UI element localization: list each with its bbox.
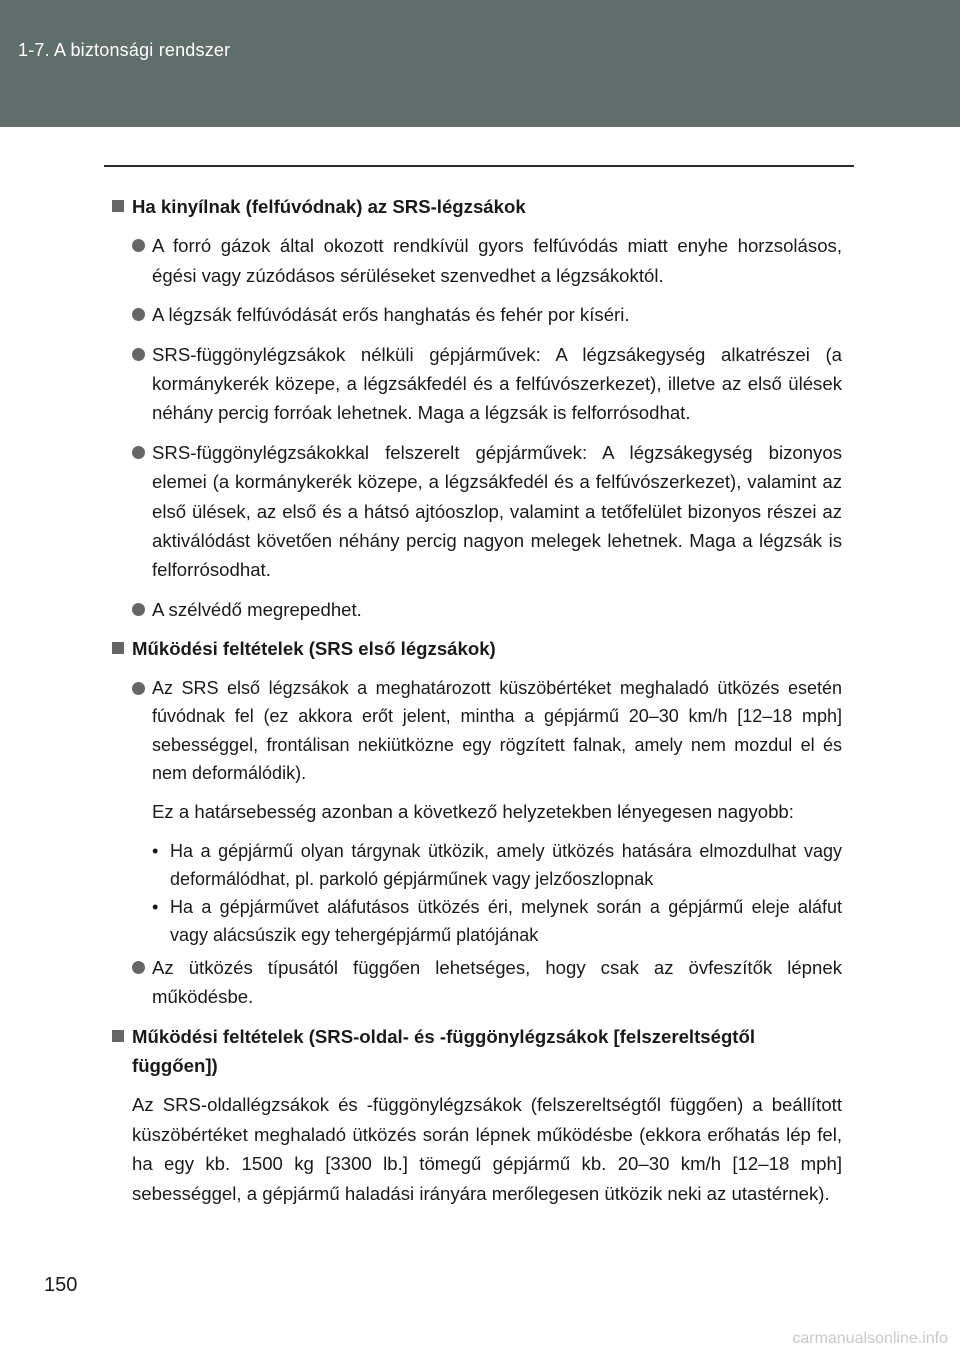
list-item: SRS-függönylégzsákokkal felszerelt gépjárművek: A légzsákegység bizonyos elemei (a kormánykerék közepe, a légzsákfedél és a felfúvószerkezet), valamint az első ülések, az első és a hátsó ajtóoszlop, valamint a tetőfelület bizonyos részei az aktiválódást követően néhány percig nagyon melegek lehetnek. Maga a légzsák is felforrósodhat. [112,438,842,585]
paragraph: Az SRS-oldallégzsákok és -függönylégzsákok (felszereltségtől függően) a beállított küszöbértéket meghaladó ütközés során lépnek működésbe (ekkora erőhatás lép fel, ha egy kb. 1500 kg [3300 lb.] tömegű gépjármű kb. 20–30 km/h [12–18 mph] sebességgel, a gépjármű haladási irányára merőlegesen ütközik neki az utastérnek). [132,1094,842,1204]
dot-bullet-icon: • [152,896,159,917]
list-item: Az SRS első légzsákok a meghatározott küszöbértéket meghaladó ütközés esetén fúvódnak fel (ez akkora erőt jelent, mintha a gépjármű 20–30 km/h [12–18 mph] sebességgel, frontálisan nekiütközne egy rögzített falnak, amely nem mozdul el és nem deformálódik). [112,674,842,788]
circle-bullet-icon [132,308,145,321]
square-bullet-icon [112,200,124,212]
circle-bullet-icon [132,348,145,361]
circle-bullet-icon [132,446,145,459]
list-item: Az ütközés típusától függően lehetséges, hogy csak az övfeszítők lépnek működésbe. [112,953,842,1012]
square-bullet-icon [112,1030,124,1042]
chapter-header [0,0,960,127]
dot-bullet-icon: • [152,840,159,861]
section-heading: Működési feltételek (SRS első légzsákok) [112,634,842,663]
page-content [112,192,842,1208]
list-item: A szélvédő megrepedhet. [112,595,842,624]
list-item: A forró gázok által okozott rendkívül gyors felfúvódás miatt enyhe horzsolásos, égési vagy zúzódásos sérüléseket szenvedhet a légzsákoktól. [112,231,842,290]
circle-bullet-icon [132,603,145,616]
circle-bullet-icon [132,239,145,252]
square-bullet-icon [112,642,124,654]
watermark: carmanualsonline.info [792,1330,948,1347]
list-item: A légzsák felfúvódását erős hanghatás és fehér por kíséri. [112,300,842,329]
page-number: 150 [44,1274,78,1296]
section-title: 1-7. A biztonsági rendszer [18,40,231,60]
sub-bullet-item: • Ha a gépjármű olyan tárgynak ütközik, amely ütközés hatására elmozdulhat vagy deformálódhat, pl. parkoló gépjárműnek vagy jelzőoszlopnak [112,837,842,893]
sub-bullet-item: • Ha a gépjárművet aláfutásos ütközés éri, melynek során a gépjármű eleje aláfut vagy alácsúszik egy tehergépjármű platójának [112,893,842,949]
section-heading: Működési feltételek (SRS-oldal- és -függönylégzsákok [felszereltségtől függően]) [112,1022,842,1081]
paragraph: Ez a határsebesség azonban a következő helyzetekben lényegesen nagyobb: [152,801,794,823]
list-item: SRS-függönylégzsákok nélküli gépjárművek: A légzsákegység alkatrészei (a kormánykerék közepe, a légzsákfedél és a felfúvószerkezet), illetve az első ülések néhány percig forróak lehetnek. Maga a légzsák is felforrósodhat. [112,340,842,428]
section-heading: Ha kinyílnak (felfúvódnak) az SRS-légzsákok [112,192,842,221]
circle-bullet-icon [132,682,145,695]
divider-line [104,165,854,167]
circle-bullet-icon [132,961,145,974]
